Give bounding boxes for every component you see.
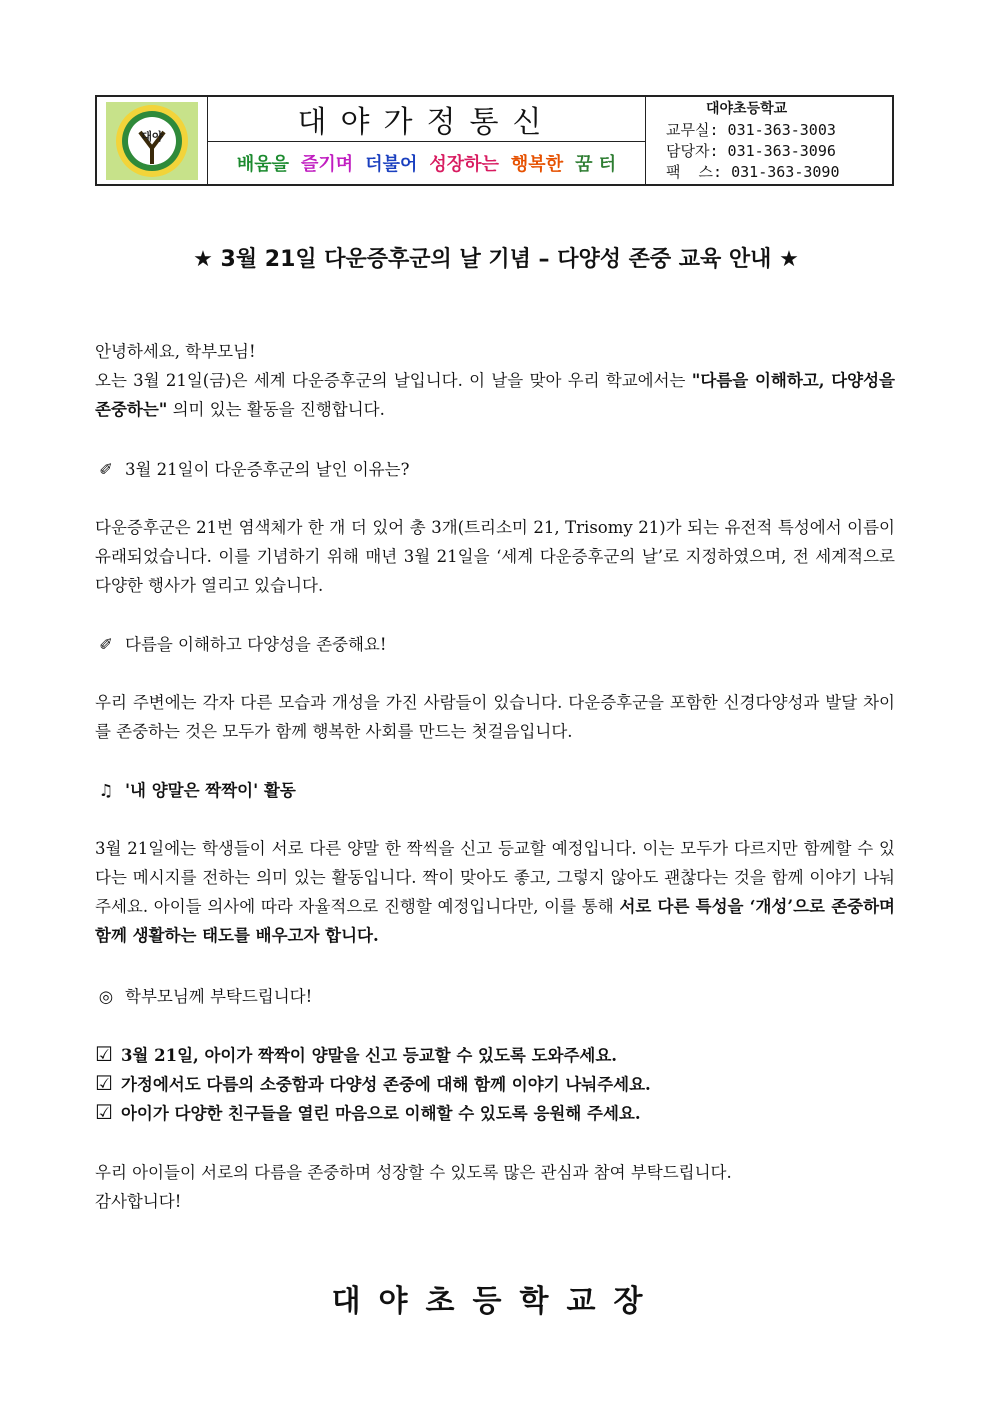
school-motto xyxy=(208,142,645,184)
intro-text-a: 오는 3월 21일(금)은 세계 다운증후군의 날입니다. 이 날을 맞아 우리 학교에서는 xyxy=(95,371,692,390)
request-item-text: 아이가 다양한 친구들을 열린 마음으로 이해할 수 있도록 응원해 주세요. xyxy=(120,1104,641,1123)
motto-word: 꿈 터 xyxy=(575,154,617,175)
section3-body xyxy=(95,834,895,950)
newsletter-header xyxy=(95,95,894,186)
pushpin-icon: ✐ xyxy=(99,460,113,479)
request-item-text: 가정에서도 다름의 소중함과 다양성 존중에 대해 함께 이야기 나눠주세요. xyxy=(120,1075,651,1094)
music-note-icon: ♫ xyxy=(98,781,114,800)
logo-text: 대야 xyxy=(141,129,163,143)
document-title: ★ 3월 21일 다운증후군의 날 기념 – 다양성 존중 교육 안내 ★ xyxy=(193,247,799,272)
section1-heading xyxy=(95,455,895,484)
intro-greeting: 안녕하세요, 학부모님! xyxy=(95,342,256,361)
request-item xyxy=(95,1098,895,1128)
closing-line: 우리 아이들이 서로의 다름을 존중하며 성장할 수 있도록 많은 관심과 참여 부탁드립니다. xyxy=(95,1163,732,1182)
contact-info xyxy=(646,97,892,184)
request-item-text: 3월 21일, 아이가 짝짝이 양말을 신고 등교할 수 있도록 도와주세요. xyxy=(120,1046,618,1065)
section2-body: 우리 주변에는 각자 다른 모습과 개성을 가진 사람들이 있습니다. 다운증후군을 포함한 신경다양성과 발달 차이를 존중하는 것은 모두가 함께 행복한 사회를 만드는 첫걸음입니다. xyxy=(95,693,895,741)
school-logo-emblem xyxy=(106,102,198,180)
section4-heading-text: 학부모님께 부탁드립니다! xyxy=(125,987,313,1006)
phone-office: 교무실: 031-363-3003 xyxy=(666,120,836,139)
section3-body-bold: 서로 다른 특성을 ‘개성’으로 존중하며 함께 생활하는 태도를 배우고자 합니다. xyxy=(95,897,895,945)
checkbox-icon: ☑ xyxy=(95,1100,113,1124)
section3-heading-text: '내 양말은 짝짝이' 활동 xyxy=(125,781,296,800)
motto-word: 성장하는 xyxy=(429,154,499,175)
motto-word: 더불어 xyxy=(365,154,418,175)
intro-bold: "다름을 이해하고, 다양성을 존중하는" xyxy=(95,371,895,419)
section1-heading-text: 3월 21일이 다운증후군의 날인 이유는? xyxy=(125,460,410,479)
section2-heading xyxy=(95,630,895,659)
closing-thanks: 감사합니다! xyxy=(95,1192,182,1211)
newsletter-title: 대야가정통신 xyxy=(208,97,645,142)
intro-paragraph xyxy=(95,366,895,424)
section3-heading xyxy=(95,776,895,805)
principal-signature: 대야초등학교장 xyxy=(331,1284,661,1319)
fax-number: 팩 스: 031-363-3090 xyxy=(666,162,840,181)
motto-word: 배움을 xyxy=(236,154,290,175)
motto-word: 즐기며 xyxy=(301,154,354,175)
motto-word: 행복한 xyxy=(510,154,564,175)
request-item xyxy=(95,1040,895,1070)
section2-heading-text: 다름을 이해하고 다양성을 존중해요! xyxy=(125,635,387,654)
target-icon: ◎ xyxy=(98,987,114,1006)
section3-body-text: 3월 21일에는 학생들이 서로 다른 양말 한 짝씩을 신고 등교할 예정입니다. 이는 모두가 다르지만 함께할 수 있다는 메시지를 전하는 의미 있는 활동입니다. 짝이 맞아도 좋고, 그렇지 않아도 괜찮다는 것을 함께 이야기 나눠주세요. 아이들 의사에 따라 자율적으로 진행할 예정입니다만, 이를 통해 xyxy=(95,839,895,916)
school-logo xyxy=(97,97,208,184)
school-name: 대야초등학교 xyxy=(706,100,788,117)
pushpin-icon: ✐ xyxy=(99,635,113,654)
intro-text-b: 의미 있는 활동을 진행합니다. xyxy=(167,400,385,419)
section1-body: 다운증후군은 21번 염색체가 한 개 더 있어 총 3개(트리소미 21, Trisomy 21)가 되는 유전적 특성에서 이름이 유래되었습니다. 이를 기념하기 위해 매년 3월 21일을 ‘세계 다운증후군의 날’로 지정하였으며, 전 세계적으로 다양한 행사가 열리고 있습니다. xyxy=(95,518,895,595)
checkbox-icon: ☑ xyxy=(95,1042,113,1066)
section4-heading xyxy=(95,982,895,1011)
checkbox-icon: ☑ xyxy=(95,1071,113,1095)
phone-staff: 담당자: 031-363-3096 xyxy=(666,141,836,160)
request-item xyxy=(95,1069,895,1099)
